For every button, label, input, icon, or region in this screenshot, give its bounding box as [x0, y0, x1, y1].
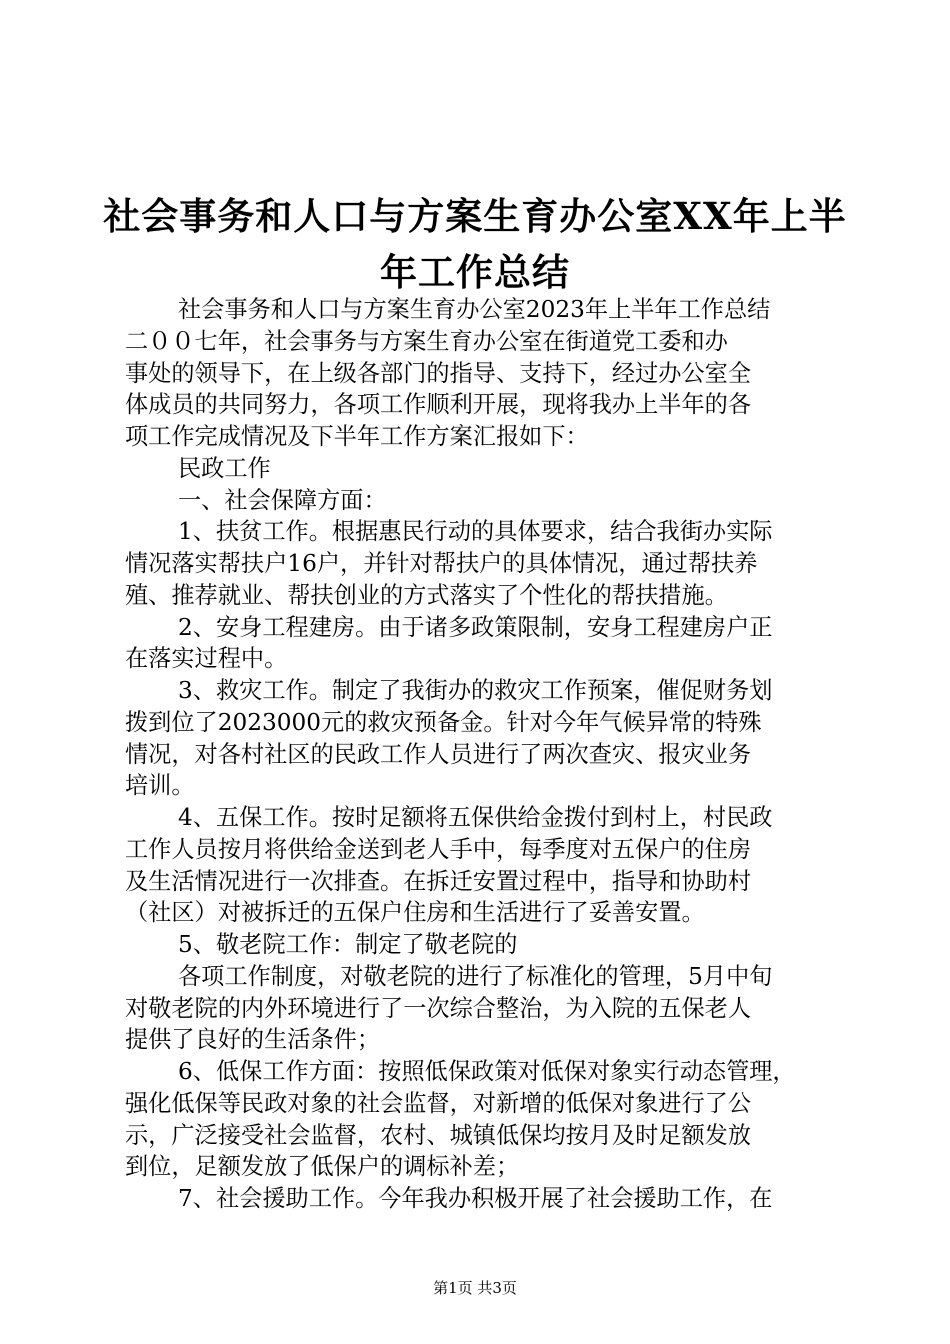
body-line: 情况，对各村社区的民政工作人员进行了两次查灾、报灾业务 — [125, 740, 752, 768]
body-line: 6、低保工作方面：按照低保政策对低保对象实行动态管理， — [178, 1058, 796, 1085]
body-line: 5、敬老院工作：制定了敬老院的 — [178, 931, 518, 958]
body-line: 民政工作 — [178, 454, 271, 482]
body-line: 项工作完成情况及下半年工作方案汇报如下： — [125, 423, 589, 450]
body-line: 社会事务和人口与方案生育办公室2023年上半年工作总结 — [178, 296, 771, 323]
body-line: 殖、推荐就业、帮扶创业的方式落实了个性化的帮扶措施。 — [125, 581, 728, 609]
body-line: 及生活情况进行一次排查。在拆迁安置过程中，指导和协助村 — [125, 867, 752, 895]
body-line: 各项工作制度，对敬老院的进行了标准化的管理，5月中旬 — [178, 962, 773, 990]
body-line: 示，广泛接受社会监督，农村、城镇低保均按月及时足额发放 — [125, 1121, 752, 1149]
body-line: （社区）对被拆迁的五保户住房和生活进行了妥善安置。 — [125, 899, 705, 927]
body-line: 培训。 — [125, 772, 195, 800]
body-line: 工作人员按月将供给金送到老人手中，每季度对五保户的住房 — [125, 835, 752, 863]
body-line: 情况落实帮扶户16户，并针对帮扶户的具体情况，通过帮扶养 — [125, 550, 758, 577]
body-line: 3、救灾工作。制定了我街办的救灾工作预案，催促财务划 — [178, 677, 773, 704]
body-line: 对敬老院的内外环境进行了一次综合整治，为入院的五保老人 — [125, 994, 752, 1022]
body-line: 体成员的共同努力，各项工作顺利开展，现将我办上半年的各 — [125, 391, 752, 419]
page-footer: 第1页 共3页 — [433, 1279, 517, 1297]
body-line: 二００七年，社会事务与方案生育办公室在街道党工委和办 — [125, 327, 728, 355]
body-line: 1、扶贫工作。根据惠民行动的具体要求，结合我街办实际 — [178, 518, 773, 546]
body-line: 一、社会保障方面： — [178, 486, 387, 514]
body-line: 4、五保工作。按时足额将五保供给金拨付到村上，村民政 — [178, 804, 773, 831]
body-line: 到位，足额发放了低保户的调标补差； — [125, 1153, 520, 1181]
body-line: 提供了良好的生活条件； — [125, 1026, 381, 1054]
document-title-line-2: 年工作总结 — [380, 250, 570, 294]
body-line: 拨到位了2023000元的救灾预备金。针对今年气候异常的特殊 — [125, 708, 762, 736]
body-line: 在落实过程中。 — [125, 645, 288, 673]
body-line: 7、社会援助工作。今年我办积极开展了社会援助工作，在 — [178, 1185, 773, 1212]
body-line: 事处的领导下，在上级各部门的指导、支持下，经过办公室全 — [125, 359, 752, 387]
body-line: 强化低保等民政对象的社会监督，对新增的低保对象进行了公 — [125, 1089, 752, 1117]
body-line: 2、安身工程建房。由于诸多政策限制，安身工程建房户正 — [178, 613, 773, 641]
document-title-line-1: 社会事务和人口与方案生育办公室XX年上半 — [103, 194, 847, 238]
